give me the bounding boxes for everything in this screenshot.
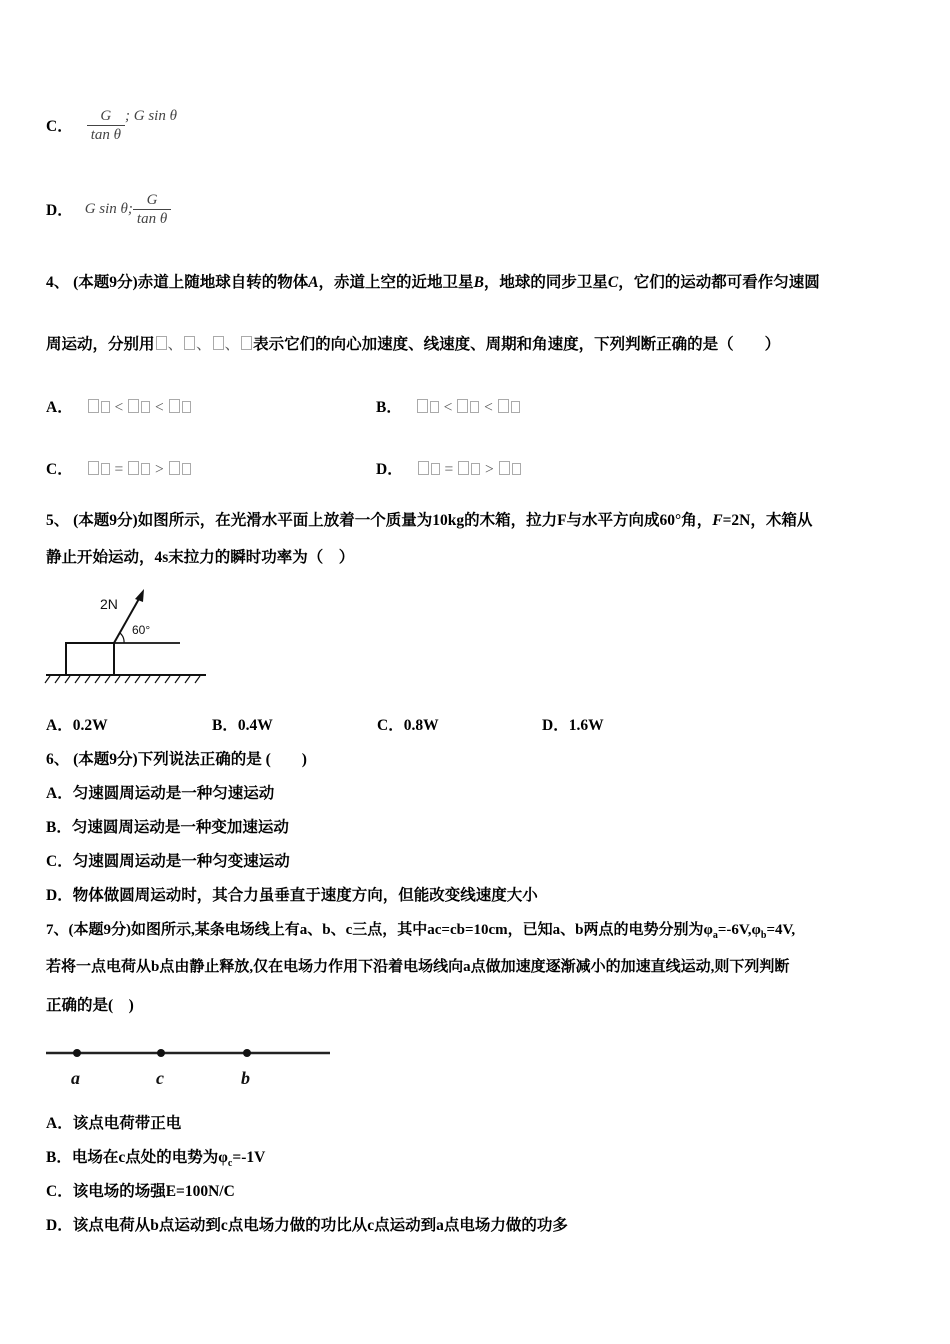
q4-prefix: 4、 (本题9分)赤道上随地球自转的物体 [46,274,309,291]
q5-option-d[interactable]: D．1.6W [542,717,604,734]
angle-label: 60° [132,623,151,637]
force-label: 2N [100,596,118,612]
placeholder-glyph-icon [512,463,521,475]
q4-option-c-formula [87,461,192,478]
placeholder-glyph-icon [182,463,191,475]
q4-stem-line1 [46,270,820,292]
lt-sign: < [154,399,164,416]
q4-sep: 、 [167,336,184,353]
placeholder-glyph-icon [169,399,180,413]
q7-option-b[interactable] [46,1145,265,1169]
placeholder-glyph-icon [241,336,252,350]
placeholder-glyph-icon [184,336,195,350]
placeholder-glyph-icon [88,461,99,475]
q4-option-a[interactable] [46,395,192,417]
q4-option-a-label: A． [46,399,73,416]
q6-stem: 6、 (本题9分)下列说法正确的是 ( ) [46,751,307,768]
placeholder-glyph-icon [182,401,191,413]
point-c-dot [157,1049,165,1057]
q7-option-a[interactable]: A．该点电荷带正电 [46,1115,182,1132]
q5-option-a[interactable]: A．0.2W [46,717,108,734]
q3-c-rest: ; G sin θ [125,107,177,124]
q3-c-numerator: G [100,107,112,124]
angle-arc [120,633,124,643]
placeholder-glyph-icon [213,336,224,350]
point-a-dot [73,1049,81,1057]
placeholder-glyph-icon [498,399,509,413]
q3-option-d[interactable] [46,187,171,231]
q7-option-d[interactable]: D．该点电荷从b点运动到c点电场力做的功比从c点运动到a点电场力做的功多 [46,1217,568,1234]
q4-option-b[interactable] [376,395,521,417]
q6-option-a[interactable]: A．匀速圆周运动是一种匀速运动 [46,785,275,802]
point-b-dot [243,1049,251,1057]
placeholder-glyph-icon [169,461,180,475]
q4-line2a: 周运动，分别用 [46,336,155,353]
q4-option-b-formula [416,399,521,416]
q4-option-d[interactable] [376,457,522,479]
placeholder-glyph-icon [156,336,167,350]
q7-sub-a: a [712,930,718,941]
wooden-box [66,643,114,675]
placeholder-glyph-icon [128,461,139,475]
q4-object-b: B [473,274,484,291]
q4-option-c-label: C． [46,461,73,478]
q4-sep: 、 [224,336,241,353]
q7-option-c[interactable]: C．该电场的场强E=100N/C [46,1183,235,1200]
q7-line1b: =-6V,φ [717,922,761,938]
q4-option-c[interactable] [46,457,192,479]
q4-option-d-formula [417,461,522,478]
placeholder-glyph-icon [431,463,440,475]
lt-sign: < [114,399,124,416]
placeholder-glyph-icon [417,399,428,413]
gt-sign: > [154,461,164,478]
point-a-label: a [71,1068,80,1088]
q3-option-c[interactable] [46,103,177,147]
q5-force-eq: =2N，木箱从 [722,512,813,529]
lt-sign: < [443,399,453,416]
eq-sign: = [114,461,124,478]
q7-option-b-pre: B．电场在c点处的电势为φ [46,1149,228,1166]
placeholder-glyph-icon [141,401,150,413]
q3-option-d-label: D． [46,202,73,219]
placeholder-glyph-icon [499,461,510,475]
point-b-label: b [241,1068,250,1088]
placeholder-glyph-icon [457,399,468,413]
placeholder-glyph-icon [141,463,150,475]
eq-sign: = [444,461,454,478]
q3-option-d-formula [85,191,172,228]
q4-option-d-label: D． [376,461,403,478]
q4-object-c: C [607,274,619,291]
gt-sign: > [484,461,494,478]
placeholder-glyph-icon [128,399,139,413]
lt-sign: < [484,399,493,416]
q5-force-symbol: F [712,512,723,529]
q3-option-c-formula [87,107,177,144]
q5-figure [44,585,210,689]
q3-c-denominator: tan θ [87,125,125,144]
placeholder-glyph-icon [101,463,110,475]
q7-option-b-sub: c [227,1158,233,1170]
q7-line1a: 7、(本题9分)如图所示,某条电场线上有a、b、c三点，其中ac=cb=10cm，已知a、b两点的电势分别为φ [46,922,713,938]
placeholder-glyph-icon [418,461,429,475]
placeholder-glyph-icon [511,401,520,413]
q7-line1c: =4V, [766,922,796,938]
placeholder-glyph-icon [470,401,479,413]
placeholder-glyph-icon [101,401,110,413]
q3-d-pre: G sin θ; [84,200,133,217]
placeholder-glyph-icon [88,399,99,413]
q6-option-d[interactable]: D．物体做圆周运动时，其合力虽垂直于速度方向，但能改变线速度大小 [46,887,538,904]
q5-line1: 5、 (本题9分)如图所示，在光滑水平面上放着一个质量为10kg的木箱，拉力F与水平方向成60°角， [46,512,713,529]
q7-stem-line1 [46,918,795,941]
q4-tail: ，它们的运动都可看作匀速圆 [618,274,820,291]
q4-mid1: ，赤道上空的近地卫星 [318,274,474,291]
q6-option-b[interactable]: B．匀速圆周运动是一种变加速运动 [46,819,289,836]
q5-option-b[interactable]: B．0.4W [212,717,273,734]
q7-sub-b: b [760,930,767,941]
q6-option-c[interactable]: C．匀速圆周运动是一种匀变速运动 [46,853,290,870]
placeholder-glyph-icon [430,401,439,413]
ground-hatching [45,676,200,683]
q3-d-denominator: tan θ [133,209,171,228]
q7-option-b-post: =-1V [232,1149,266,1166]
q4-object-a: A [308,274,319,291]
q5-stem-line1 [46,508,812,530]
q5-stem-line2: 静止开始运动，4s末拉力的瞬时功率为（ ） [46,549,355,566]
placeholder-glyph-icon [458,461,469,475]
point-c-label: c [156,1068,164,1088]
placeholder-glyph-icon [471,463,480,475]
q4-option-b-label: B． [376,399,402,416]
q5-option-c[interactable]: C．0.8W [377,717,439,734]
force-arrowhead-icon [135,589,144,602]
q7-figure [44,1038,334,1090]
q4-option-a-formula [87,399,192,416]
q7-stem-line2: 若将一点电荷从b点由静止释放,仅在电场力作用下沿着电场线向a点做加速度逐渐减小的加速直线运动,则下列判断 [46,959,790,975]
q3-option-c-label: C． [46,118,73,135]
q4-mid2: ，地球的同步卫星 [483,274,608,291]
q3-d-numerator: G [146,191,158,208]
q7-stem-line3: 正确的是( ) [46,997,134,1014]
q4-sep: 、 [196,336,212,353]
q4-stem-line2 [46,332,780,354]
q4-line2b: 表示它们的向心加速度、线速度、周期和角速度，下列判断正确的是（ ） [253,336,781,353]
